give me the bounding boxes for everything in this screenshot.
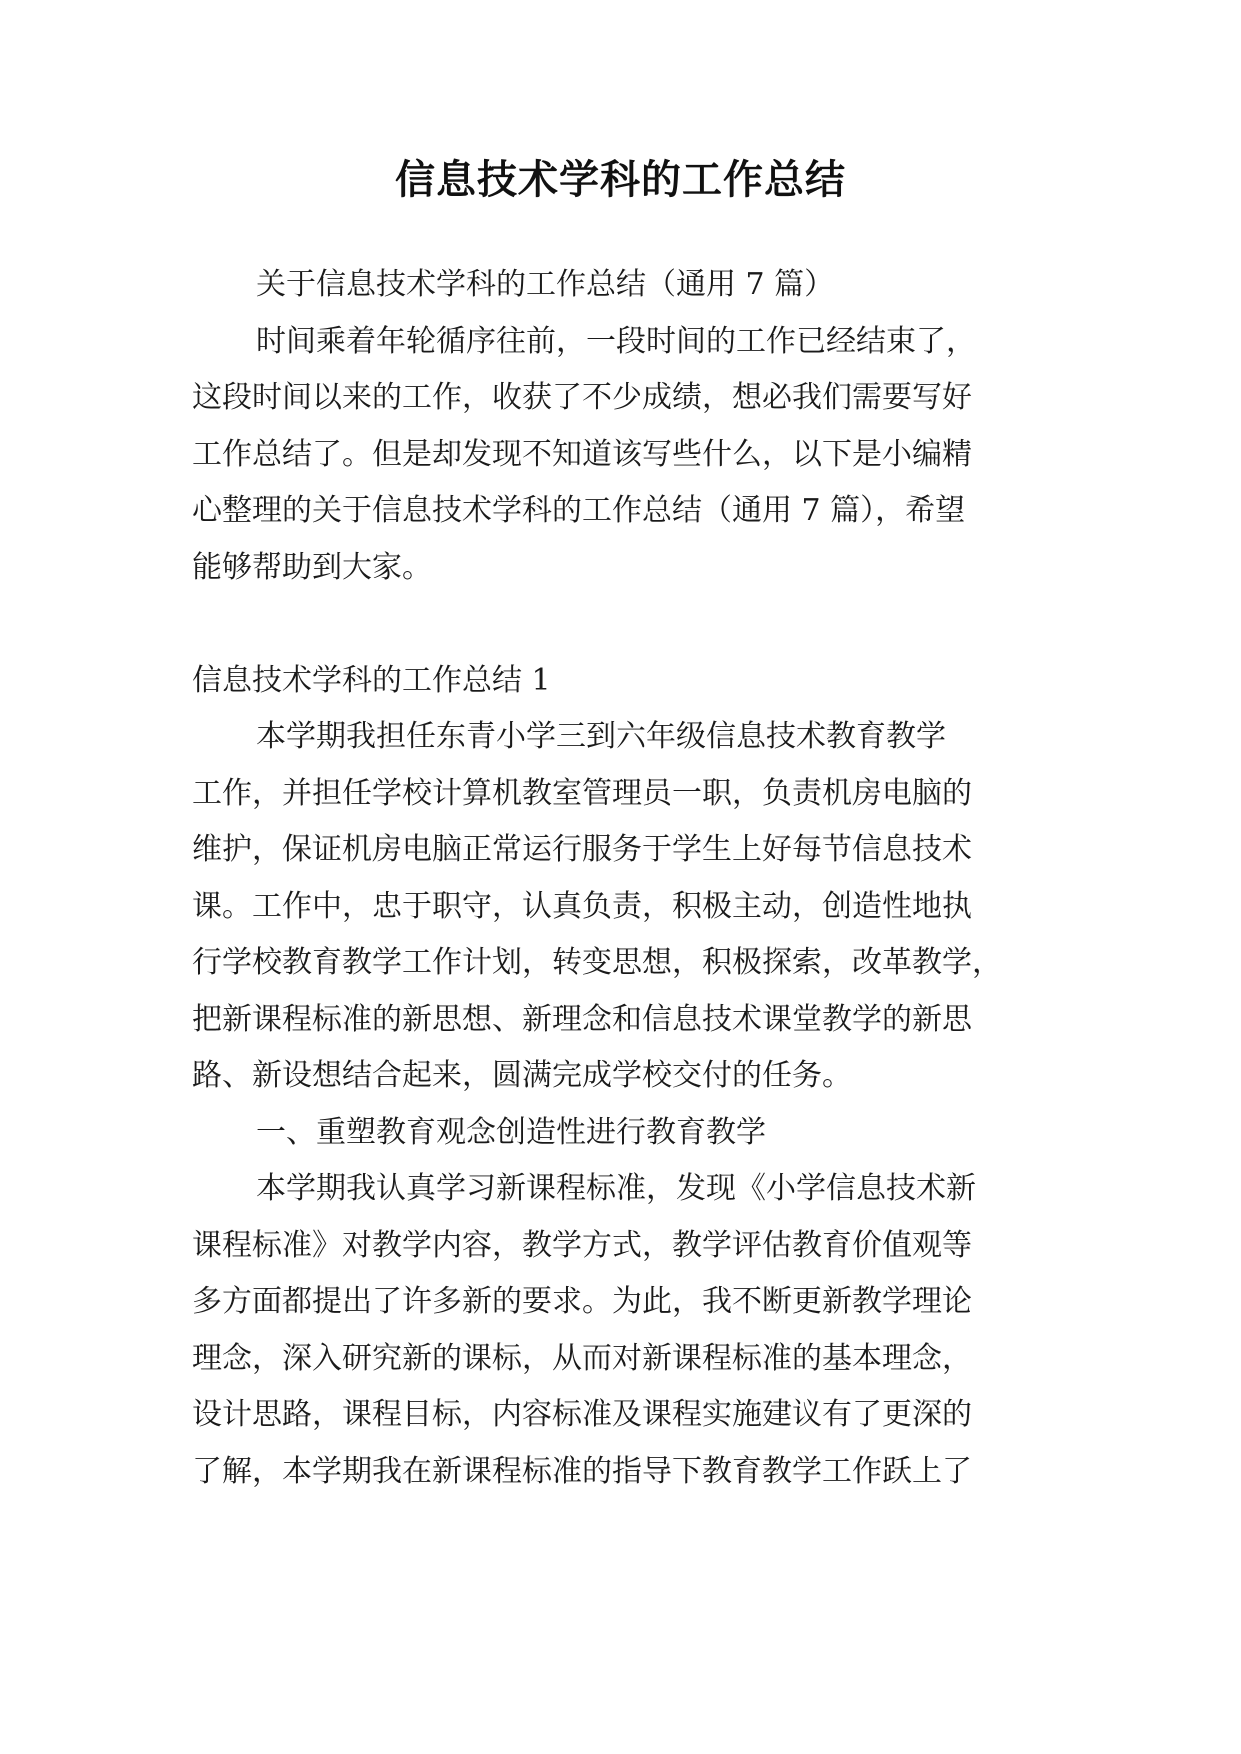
intro-line: 工作总结了。但是却发现不知道该写些什么，以下是小编精 <box>192 437 972 472</box>
intro-line: 能够帮助到大家。 <box>192 550 432 585</box>
body-line: 课。工作中，忠于职守，认真负责，积极主动，创造性地执 <box>192 889 972 924</box>
body-line: 本学期我认真学习新课程标准，发现《小学信息技术新 <box>256 1171 976 1206</box>
body-line: 多方面都提出了许多新的要求。为此，我不断更新教学理论 <box>192 1284 972 1319</box>
body-line: 工作，并担任学校计算机教室管理员一职，负责机房电脑的 <box>192 776 972 811</box>
body-line: 理念，深入研究新的课标，从而对新课程标准的基本理念， <box>192 1341 972 1376</box>
intro-line: 心整理的关于信息技术学科的工作总结（通用 7 篇），希望 <box>192 493 966 528</box>
intro-line: 时间乘着年轮循序往前，一段时间的工作已经结束了， <box>256 324 976 359</box>
section-heading: 信息技术学科的工作总结 1 <box>192 663 551 698</box>
body-line: 路、新设想结合起来，圆满完成学校交付的任务。 <box>192 1058 852 1093</box>
body-line: 把新课程标准的新思想、新理念和信息技术课堂教学的新思 <box>192 1002 972 1037</box>
body-line: 设计思路，课程目标，内容标准及课程实施建议有了更深的 <box>192 1397 972 1432</box>
body-line: 本学期我担任东青小学三到六年级信息技术教育教学 <box>256 719 946 754</box>
subsection-heading: 一、重塑教育观念创造性进行教育教学 <box>256 1115 766 1150</box>
body-line: 课程标准》对教学内容，教学方式，教学评估教育价值观等 <box>192 1228 972 1263</box>
intro-line: 这段时间以来的工作，收获了不少成绩，想必我们需要写好 <box>192 380 972 415</box>
document-title: 信息技术学科的工作总结 <box>395 157 846 203</box>
intro-line: 关于信息技术学科的工作总结（通用 7 篇） <box>256 267 835 302</box>
body-line: 维护，保证机房电脑正常运行服务于学生上好每节信息技术 <box>192 832 972 867</box>
body-line: 行学校教育教学工作计划，转变思想，积极探索，改革教学， <box>192 945 1002 980</box>
body-line: 了解，本学期我在新课程标准的指导下教育教学工作跃上了 <box>192 1454 972 1489</box>
